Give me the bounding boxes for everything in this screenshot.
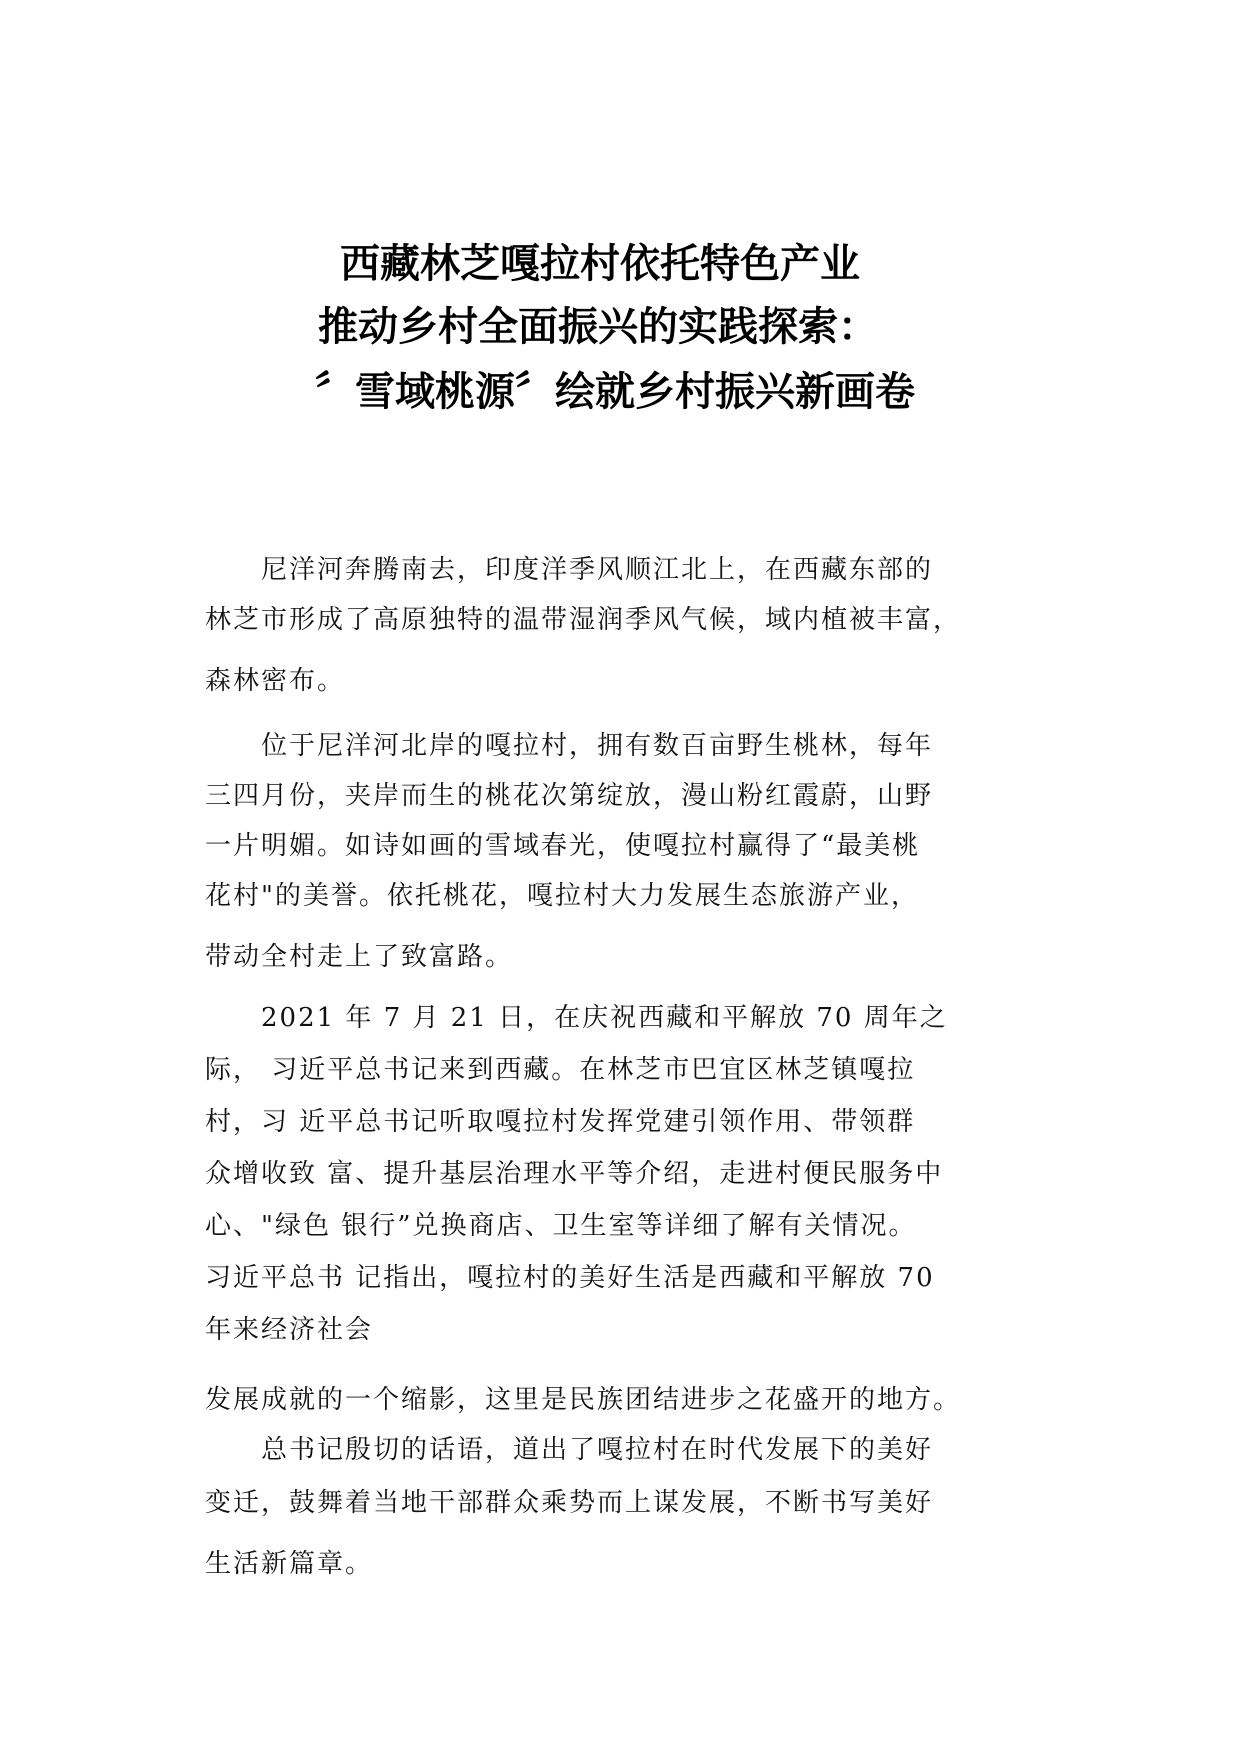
paragraph-line: 年来经济社会 [205,1315,374,1345]
paragraph-line: 一片明媚。如诗如画的雪域春光，使嘎拉村赢得了“最美桃 [205,831,921,861]
paragraph-line: 发展成就的一个缩影，这里是民族团结进步之花盛开的地方。 [205,1385,962,1415]
paragraph-line: 习近平总书 记指出，嘎拉村的美好生活是西藏和平解放 70 [205,1263,935,1293]
paragraph-line: 村，习 近平总书记听取嘎拉村发挥党建引领作用、带领群 [205,1107,916,1137]
title-line-3: 〞雪域桃源〞绘就乡村振兴新画卷 [315,369,915,415]
paragraph-line: 众增收致 富、提升基层治理水平等介绍，走进村便民服务中 [205,1159,944,1189]
paragraph-line: 森林密布。 [205,666,346,696]
paragraph-line: 带动全村走上了致富路。 [205,942,514,972]
paragraph-line: 三四月份，夹岸而生的桃花次第绽放，漫山粉红霞蔚，山野 [205,781,934,811]
paragraph-line: 际， 习近平总书记来到西藏。在林芝市巴宜区林芝镇嘎拉 [205,1055,916,1085]
paragraph-line: 2021 年 7 月 21 日，在庆祝西藏和平解放 70 周年之 [205,1003,948,1033]
paragraph-line: 心、"绿色 银行”兑换商店、卫生室等详细了解有关情况。 [205,1211,917,1241]
paragraph-line: 总书记殷切的话语，道出了嘎拉村在时代发展下的美好 [205,1435,934,1465]
title-line-2: 推动乡村全面振兴的实践探索： [318,304,878,350]
paragraph-line: 尼洋河奔腾南去，印度洋季风顺江北上，在西藏东部的 [205,555,934,585]
paragraph-line: 位于尼洋河北岸的嘎拉村，拥有数百亩野生桃林，每年 [205,731,934,761]
paragraph-line: 花村"的美誉。依托桃花，嘎拉村大力发展生态旅游产业， [205,881,919,911]
title-line-1: 西藏林芝嘎拉村依托特色产业 [340,241,860,287]
paragraph-line: 变迁，鼓舞着当地干部群众乘势而上谋发展，不断书写美好 [205,1488,934,1518]
paragraph-line: 林芝市形成了高原独特的温带湿润季风气候，域内植被丰富， [205,605,962,635]
paragraph-line: 生活新篇章。 [205,1549,374,1579]
